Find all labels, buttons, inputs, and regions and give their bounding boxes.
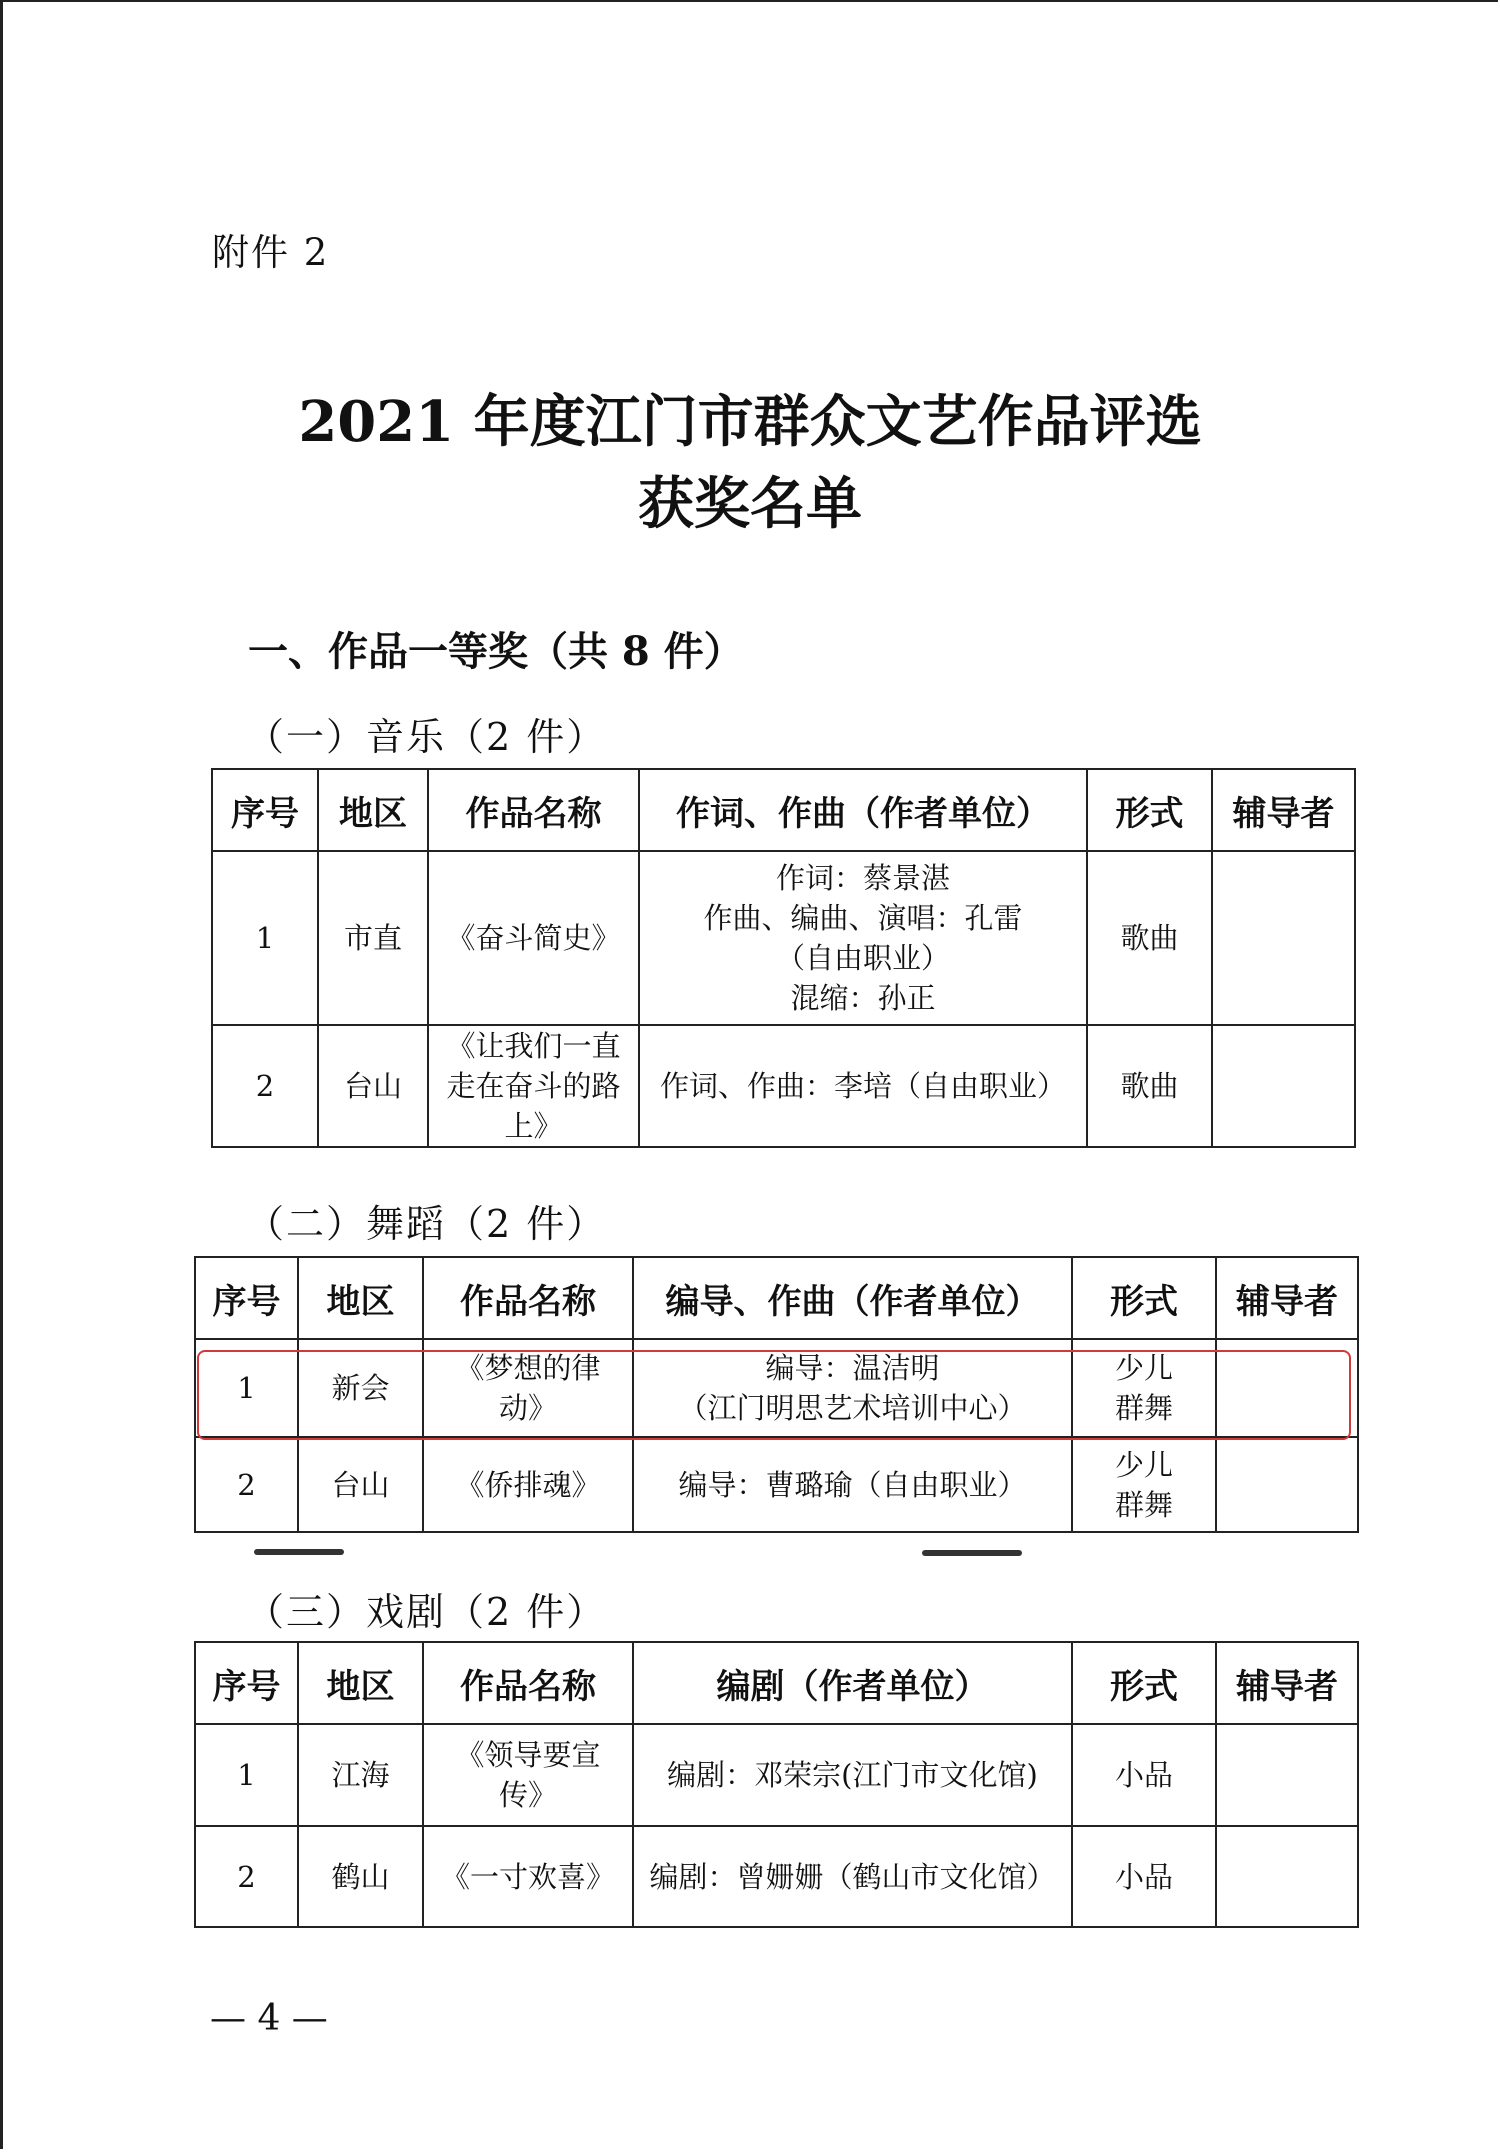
column-header: 辅导者: [1216, 1257, 1358, 1339]
cell-line: 小品: [1114, 1758, 1173, 1792]
cell-line: 传》: [498, 1778, 557, 1812]
mentor-cell: [1212, 851, 1355, 1025]
serial-cell: 1: [195, 1339, 298, 1437]
header-row: [195, 1642, 1358, 1724]
authors-cell: [633, 1724, 1072, 1826]
column-header: 辅导者: [1216, 1642, 1358, 1724]
cell-line: 群舞: [1114, 1391, 1173, 1425]
table-row: [195, 1437, 1358, 1532]
dance-heading: （二）舞蹈（2 件）: [246, 1202, 607, 1246]
cell-line: 《奋斗简史》: [446, 921, 621, 955]
cell-line: 少儿: [1114, 1447, 1173, 1482]
column-header: 地区: [298, 1642, 423, 1724]
music-table: [211, 768, 1356, 1148]
cell-line: 歌曲: [1120, 921, 1179, 955]
mentor-cell: [1216, 1724, 1358, 1826]
cell-line: 《一寸欢喜》: [440, 1859, 615, 1894]
cell-line: 小品: [1114, 1859, 1173, 1894]
cell-line: 编剧：曾姗姗（鹤山市文化馆）: [649, 1859, 1056, 1894]
mentor-cell: [1216, 1826, 1358, 1927]
row-highlight-box: [197, 1350, 1351, 1440]
column-header: 形式: [1072, 1257, 1216, 1339]
cell-line: 少儿: [1114, 1351, 1173, 1385]
form-cell: [1072, 1437, 1216, 1532]
authors-cell: [639, 851, 1087, 1025]
cell-line: 作词：蔡景湛: [775, 861, 950, 895]
scan-mark: [922, 1550, 1022, 1556]
region-cell: 新会: [298, 1339, 423, 1437]
region-cell: 江海: [298, 1724, 423, 1826]
column-header: 形式: [1072, 1642, 1216, 1724]
column-header: 形式: [1087, 769, 1212, 851]
mentor-cell: [1212, 1025, 1355, 1147]
cell-line: 《领导要宣: [455, 1738, 601, 1772]
column-header: 序号: [195, 1642, 298, 1724]
serial-cell: 2: [212, 1025, 318, 1147]
cell-line: 《侨排魂》: [455, 1467, 601, 1502]
work-name-cell: [423, 1437, 633, 1532]
cell-line: 动》: [498, 1391, 557, 1425]
drama-heading: （三）戏剧（2 件）: [246, 1590, 607, 1634]
region-cell: 鹤山: [298, 1826, 423, 1927]
cell-line: （江门明思艺术培训中心）: [678, 1391, 1027, 1425]
cell-line: 编导：温洁明: [765, 1351, 940, 1385]
work-name-cell: [423, 1724, 633, 1826]
cell-line: （自由职业）: [775, 941, 950, 975]
serial-cell: 2: [195, 1437, 298, 1532]
page-subtitle: 获奖名单: [638, 471, 862, 537]
column-header: 编剧（作者单位）: [633, 1642, 1072, 1724]
serial-cell: 1: [195, 1724, 298, 1826]
work-name-cell: [428, 1025, 639, 1147]
page-number: — 4 —: [210, 1998, 328, 2039]
cell-line: 《梦想的律: [455, 1351, 601, 1385]
header-row: [212, 769, 1355, 851]
cell-line: 群舞: [1114, 1487, 1173, 1522]
region-cell: 台山: [298, 1437, 423, 1532]
column-header: 作品名称: [423, 1257, 633, 1339]
region-cell: 市直: [318, 851, 428, 1025]
column-header: 序号: [195, 1257, 298, 1339]
column-header: 序号: [212, 769, 318, 851]
cell-line: 歌曲: [1120, 1069, 1179, 1103]
page-title: 2021 年度江门市群众文艺作品评选: [298, 389, 1202, 455]
serial-cell: 2: [195, 1826, 298, 1927]
column-header: 作词、作曲（作者单位）: [639, 769, 1087, 851]
cell-line: 混缩：孙正: [790, 981, 936, 1015]
work-name-cell: [423, 1826, 633, 1927]
authors-cell: [633, 1437, 1072, 1532]
cell-line: 走在奋斗的路: [446, 1069, 621, 1103]
form-cell: [1072, 1724, 1216, 1826]
scan-mark: [254, 1549, 344, 1555]
column-header: 编导、作曲（作者单位）: [633, 1257, 1072, 1339]
drama-table: [194, 1641, 1359, 1928]
form-cell: [1087, 1025, 1212, 1147]
form-cell: [1072, 1826, 1216, 1927]
section-heading: 一、作品一等奖（共 8 件）: [248, 628, 744, 675]
table-row: [212, 1025, 1355, 1147]
table-row: [195, 1724, 1358, 1826]
cell-line: 《让我们一直: [446, 1029, 621, 1063]
authors-cell: [639, 1025, 1087, 1147]
column-header: 作品名称: [423, 1642, 633, 1724]
table-row: [195, 1826, 1358, 1927]
attachment-label: 附件 2: [212, 231, 330, 274]
mentor-cell: [1216, 1437, 1358, 1532]
cell-line: 上》: [504, 1109, 563, 1143]
form-cell: [1087, 851, 1212, 1025]
column-header: 辅导者: [1212, 769, 1355, 851]
column-header: 地区: [298, 1257, 423, 1339]
region-cell: 台山: [318, 1025, 428, 1147]
column-header: 地区: [318, 769, 428, 851]
authors-cell: [633, 1826, 1072, 1927]
cell-line: 作曲、编曲、演唱：孔雷: [703, 901, 1023, 935]
music-heading: （一）音乐（2 件）: [246, 715, 607, 759]
work-name-cell: [428, 851, 639, 1025]
cell-line: 编导：曹璐瑜（自由职业）: [678, 1467, 1027, 1502]
cell-line: 作词、作曲：李培（自由职业）: [659, 1069, 1066, 1103]
serial-cell: 1: [212, 851, 318, 1025]
table-row: [212, 851, 1355, 1025]
column-header: 作品名称: [428, 769, 639, 851]
cell-line: 编剧：邓荣宗(江门市文化馆): [667, 1758, 1038, 1792]
header-row: [195, 1257, 1358, 1339]
